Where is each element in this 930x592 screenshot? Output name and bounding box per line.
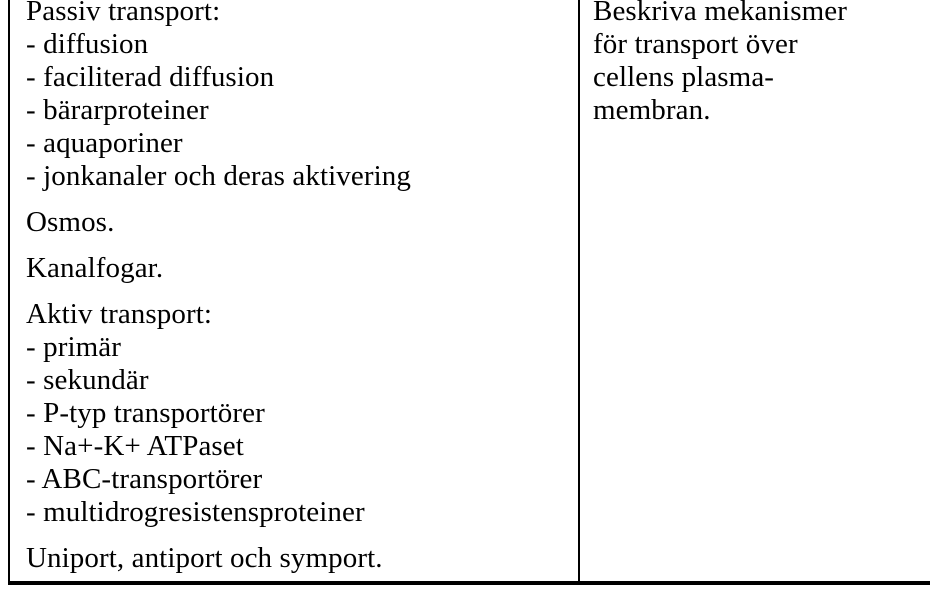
list-item: - P-typ transportörer (26, 397, 265, 429)
uniport-paragraph (26, 542, 578, 575)
learning-objective-text (593, 0, 930, 127)
list-item: - Na+-K+ ATPaset (26, 430, 244, 462)
uniport-line: Uniport, antiport och symport. (26, 542, 383, 574)
content-topics-text (26, 0, 578, 575)
kanalfogar-line: Kanalfogar. (26, 252, 164, 284)
osmos-line: Osmos. (26, 206, 115, 238)
list-item: - sekundär (26, 364, 149, 396)
passiv-transport-block (26, 0, 578, 193)
list-item: - bärarproteiner (26, 94, 209, 126)
osmos-paragraph (26, 206, 578, 239)
syllabus-table-row (8, 0, 930, 585)
objective-paragraph (593, 0, 930, 127)
learning-objective-cell (580, 0, 930, 581)
objective-line: för transport över (593, 28, 798, 60)
passiv-transport-title: Passiv transport: (26, 0, 221, 27)
list-item: - primär (26, 331, 122, 363)
list-item: - jonkanaler och deras aktivering (26, 160, 411, 192)
objective-line: cellens plasma- (593, 61, 775, 93)
list-item: - multidrogresistensproteiner (26, 496, 365, 528)
kanalfogar-paragraph (26, 252, 578, 285)
list-item: - aquaporiner (26, 127, 183, 159)
content-topics-cell (10, 0, 580, 581)
objective-line: Beskriva mekanismer (593, 0, 847, 27)
aktiv-transport-title: Aktiv transport: (26, 298, 213, 330)
aktiv-transport-block (26, 298, 578, 529)
objective-line: membran. (593, 94, 711, 126)
list-item: - diffusion (26, 28, 149, 60)
list-item: - faciliterad diffusion (26, 61, 275, 93)
list-item: - ABC-transportörer (26, 463, 263, 495)
